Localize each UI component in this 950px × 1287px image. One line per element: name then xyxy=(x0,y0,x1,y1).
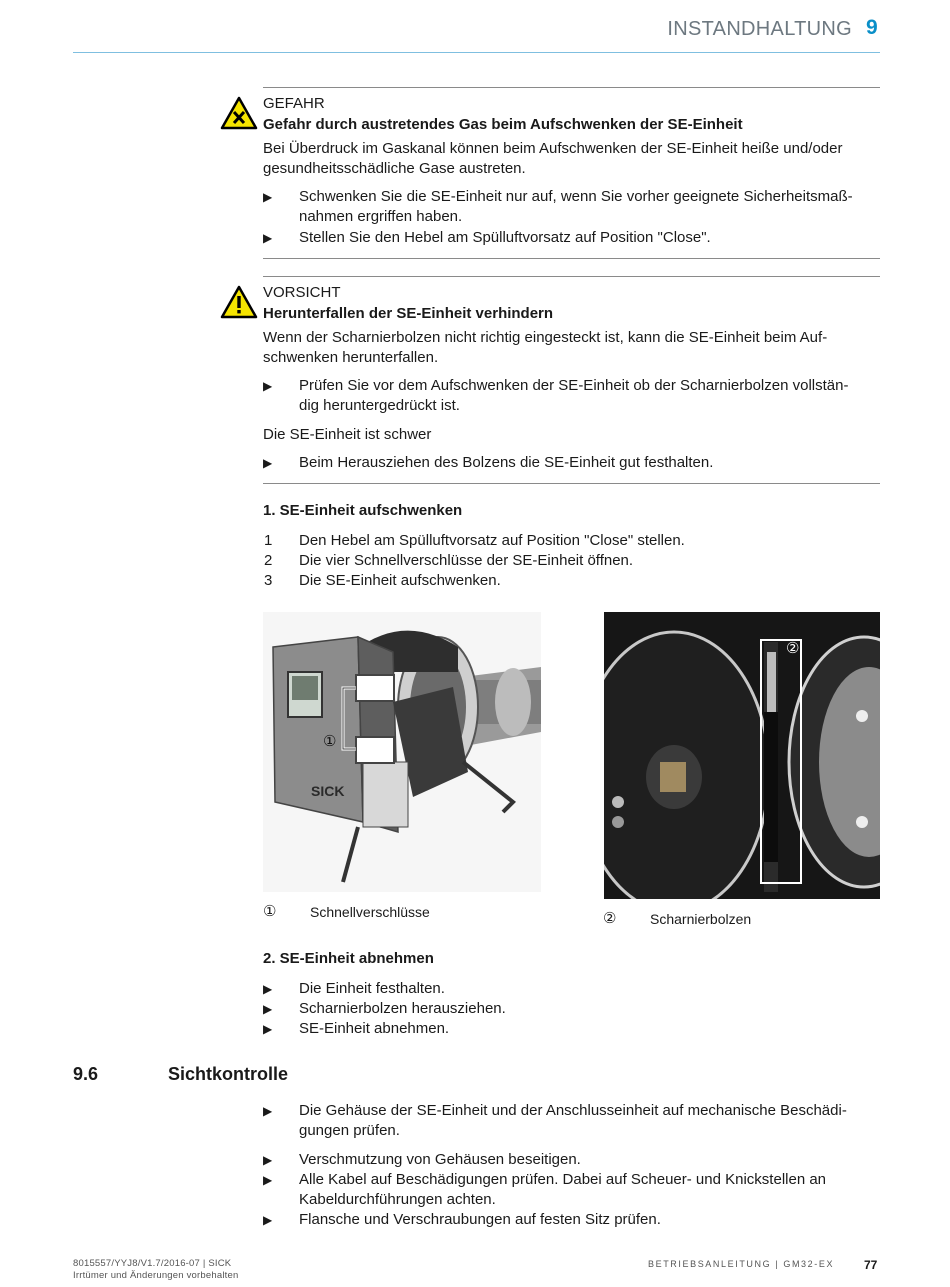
section-item-4: Flansche und Verschraubungen auf festen Sitz prüfen. xyxy=(299,1211,661,1228)
section-item-2: Verschmutzung von Gehäusen beseitigen. xyxy=(299,1151,581,1168)
bullet-icon: ▶ xyxy=(263,231,273,245)
general-warning-icon xyxy=(220,285,258,319)
bullet-icon: ▶ xyxy=(263,190,273,204)
danger-bullet-1-line-2: nahmen ergriffen haben. xyxy=(299,208,463,225)
danger-label: GEFAHR xyxy=(263,95,325,112)
page-number: 77 xyxy=(864,1258,878,1272)
caution-bullet-1-line-1: Prüfen Sie vor dem Aufschwenken der SE-Einheit ob der Scharnierbolzen vollstän- xyxy=(299,377,849,394)
caption-quick-release: Schnellverschlüsse xyxy=(310,904,430,920)
figure-quick-release-photo xyxy=(263,612,541,892)
danger-bottom-rule xyxy=(263,258,880,259)
section-item-3-line-2: Kabeldurchführungen achten. xyxy=(299,1191,496,1208)
caution-text-line-2: schwenken herunterfallen. xyxy=(263,349,439,366)
device-illustration xyxy=(263,612,541,892)
chapter-title: INSTANDHALTUNG xyxy=(667,18,852,40)
caution-bullet-1-line-2: dig heruntergedrückt ist. xyxy=(299,397,460,414)
harmful-substance-warning-icon xyxy=(220,96,258,130)
caption-hinge-pin: Scharnierbolzen xyxy=(650,911,752,927)
figure-hinge-pin-photo xyxy=(604,612,880,899)
step1-item: Die SE-Einheit aufschwenken. xyxy=(299,572,501,589)
footer-disclaimer: Irrtümer und Änderungen vorbehalten xyxy=(73,1270,239,1281)
danger-text-line-1: Bei Überdruck im Gaskanal können beim Aufschwenken der SE-Einheit heiße und/oder xyxy=(263,140,843,157)
step2-heading: 2. SE-Einheit abnehmen xyxy=(263,950,434,967)
step2-item: Scharnierbolzen herausziehen. xyxy=(299,1000,506,1017)
bullet-icon: ▶ xyxy=(263,1173,273,1187)
footer-manual-name: BETRIEBSANLEITUNG | GM32-EX xyxy=(648,1259,835,1269)
step1-item: Die vier Schnellverschlüsse der SE-Einheit öffnen. xyxy=(299,552,634,569)
callout-1: ① xyxy=(323,733,337,750)
danger-top-rule xyxy=(263,87,880,88)
bullet-icon: ▶ xyxy=(263,379,273,393)
header-rule xyxy=(73,52,880,53)
step1-number: 2 xyxy=(264,552,273,569)
bullet-icon: ▶ xyxy=(263,1022,273,1036)
caution-text-line-1: Wenn der Scharnierbolzen nicht richtig eingesteckt ist, kann die SE-Einheit beim Auf- xyxy=(263,329,828,346)
section-title: Sichtkontrolle xyxy=(168,1064,289,1084)
callout-2: ② xyxy=(786,640,800,657)
step1-item: Den Hebel am Spülluftvorsatz auf Position "Close" stellen. xyxy=(299,532,685,549)
step2-item: SE-Einheit abnehmen. xyxy=(299,1020,450,1037)
caution-top-rule xyxy=(263,276,880,277)
danger-bullet-2: Stellen Sie den Hebel am Spülluftvorsatz auf Position "Close". xyxy=(299,229,711,246)
caution-note: Die SE-Einheit ist schwer xyxy=(263,426,432,443)
caption-symbol-1: ① xyxy=(263,903,277,920)
caution-bullet-2: Beim Herausziehen des Bolzens die SE-Einheit gut festhalten. xyxy=(299,454,714,471)
section-item-1-line-2: gungen prüfen. xyxy=(299,1122,400,1139)
bullet-icon: ▶ xyxy=(263,982,273,996)
caution-bottom-rule xyxy=(263,483,880,484)
footer-doc-id: 8015557/YYJ8/V1.7/2016-07 | SICK xyxy=(73,1258,232,1269)
chapter-number: 9 xyxy=(866,16,878,39)
bullet-icon: ▶ xyxy=(263,456,273,470)
danger-title: Gefahr durch austretendes Gas beim Aufschwenken der SE-Einheit xyxy=(263,116,743,133)
caution-title: Herunterfallen der SE-Einheit verhindern xyxy=(263,305,554,322)
section-item-1-line-1: Die Gehäuse der SE-Einheit und der Anschlusseinheit auf mechanische Beschädi- xyxy=(299,1102,847,1119)
caution-label: VORSICHT xyxy=(263,284,341,301)
step1-number: 1 xyxy=(264,532,273,549)
brand-logo-text: SICK xyxy=(311,783,345,799)
step2-item: Die Einheit festhalten. xyxy=(299,980,445,997)
section-item-3-line-1: Alle Kabel auf Beschädigungen prüfen. Dabei auf Scheuer- und Knickstellen an xyxy=(299,1171,827,1188)
danger-text-line-2: gesundheitsschädliche Gase austreten. xyxy=(263,160,526,177)
footer-document-info xyxy=(73,1258,238,1282)
step1-number: 3 xyxy=(264,572,273,589)
hinge-illustration xyxy=(604,612,880,899)
caption-symbol-2: ② xyxy=(603,910,617,927)
danger-bullet-1-line-1: Schwenken Sie die SE-Einheit nur auf, wenn Sie vorher geeignete Sicherheitsmaß- xyxy=(299,188,853,205)
step1-heading: 1. SE-Einheit aufschwenken xyxy=(263,502,463,519)
bullet-icon: ▶ xyxy=(263,1213,273,1227)
section-number: 9.6 xyxy=(73,1064,99,1084)
bullet-icon: ▶ xyxy=(263,1104,273,1118)
bullet-icon: ▶ xyxy=(263,1002,273,1016)
bullet-icon: ▶ xyxy=(263,1153,273,1167)
